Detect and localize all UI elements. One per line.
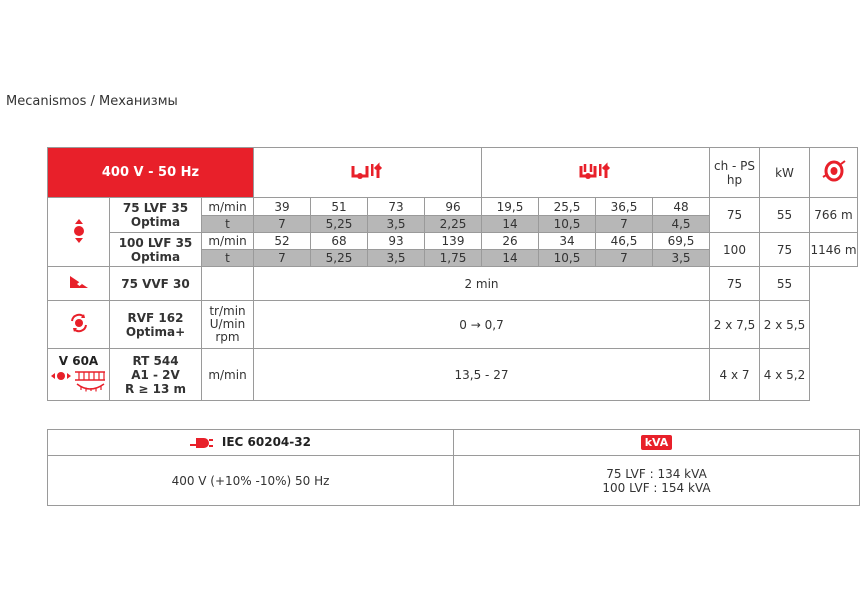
cable-value: 766 m (810, 198, 858, 233)
kw-value: 4 x 5,2 (760, 349, 810, 401)
unit-time: t (202, 250, 254, 267)
speed-cell: 52 (254, 233, 311, 250)
kva-badge: kVA (641, 435, 673, 450)
lift-basic-icon (254, 148, 482, 198)
luffing-icon (48, 267, 110, 301)
lvf35-speed-row (48, 198, 858, 216)
col-chps: ch - PS hp (710, 148, 760, 198)
spec-table (47, 147, 858, 401)
lift-axis-icon (48, 198, 110, 267)
header-row (48, 148, 858, 198)
speed-cell: 68 (311, 233, 368, 250)
speed-cell: 19,5 (482, 198, 539, 216)
kw-value: 2 x 5,5 (760, 301, 810, 349)
speed-cell: 93 (368, 233, 425, 250)
empty-unit (202, 267, 254, 301)
power-label: 400 V - 50 Hz (48, 148, 254, 198)
empty-cell (810, 301, 858, 349)
kw-value: 55 (760, 267, 810, 301)
unit-speed: m/min (202, 349, 254, 401)
chps-value: 2 x 7,5 (710, 301, 760, 349)
time-cell: 1,75 (425, 250, 482, 267)
cable-value: 1146 m (810, 233, 858, 267)
chps-value: 4 x 7 (710, 349, 760, 401)
standard-label: IEC 60204-32 (221, 435, 311, 450)
slewing-icon (48, 301, 110, 349)
speed-cell: 48 (653, 198, 710, 216)
kw-value: 55 (760, 198, 810, 233)
speed-cell: 96 (425, 198, 482, 216)
kw-value: 75 (760, 233, 810, 267)
model-rvf162: RVF 162 Optima+ (110, 301, 202, 349)
time-cell: 4,5 (653, 216, 710, 233)
time-cell: 7 (254, 250, 311, 267)
standard-cell (48, 430, 454, 456)
speed-cell: 51 (311, 198, 368, 216)
time-cell: 3,5 (653, 250, 710, 267)
time-cell: 3,5 (368, 216, 425, 233)
time-cell: 5,25 (311, 216, 368, 233)
time-cell: 2,25 (425, 216, 482, 233)
speed-cell: 69,5 (653, 233, 710, 250)
speed-cell: 39 (254, 198, 311, 216)
vvf-value: 2 min (254, 267, 710, 301)
speed-cell: 73 (368, 198, 425, 216)
col-kw: kW (760, 148, 810, 198)
rt-row (48, 349, 858, 401)
unit-speed: m/min (202, 198, 254, 216)
kva-header-cell (454, 430, 860, 456)
time-cell: 7 (596, 250, 653, 267)
time-cell: 14 (482, 250, 539, 267)
time-cell: 3,5 (368, 250, 425, 267)
speed-cell: 34 (539, 233, 596, 250)
unit-time: t (202, 216, 254, 233)
speed-cell: 46,5 (596, 233, 653, 250)
chps-value: 75 (710, 198, 760, 233)
model-rt544: RT 544 A1 - 2V R ≥ 13 m (110, 349, 202, 401)
model-75-vvf30: 75 VVF 30 (110, 267, 202, 301)
time-cell: 10,5 (539, 250, 596, 267)
rt-value: 13,5 - 27 (254, 349, 710, 401)
empty-cell (810, 349, 858, 401)
chps-value: 100 (710, 233, 760, 267)
speed-cell: 26 (482, 233, 539, 250)
time-cell: 5,25 (311, 250, 368, 267)
lift-gripper-icon (482, 148, 710, 198)
voltage-value: 400 V (+10% -10%) 50 Hz (48, 456, 454, 506)
section-title: Mecanismos / Механизмы (6, 94, 178, 109)
time-cell: 10,5 (539, 216, 596, 233)
speed-cell: 25,5 (539, 198, 596, 216)
power-header-row (48, 430, 860, 456)
cable-reel-icon (810, 148, 858, 198)
speed-cell: 139 (425, 233, 482, 250)
kva-line: 75 LVF : 134 kVA (606, 466, 707, 481)
lvf35b-speed-row (48, 233, 858, 250)
rvf-row (48, 301, 858, 349)
power-values-row (48, 456, 860, 506)
model-100-lvf35: 100 LVF 35 Optima (110, 233, 202, 267)
travel-label: V 60A (58, 354, 99, 368)
kva-line: 100 LVF : 154 kVA (602, 480, 711, 495)
vvf-row (48, 267, 858, 301)
time-cell: 7 (596, 216, 653, 233)
empty-cell (810, 267, 858, 301)
time-cell: 7 (254, 216, 311, 233)
rvf-value: 0 → 0,7 (254, 301, 710, 349)
chps-value: 75 (710, 267, 760, 301)
model-75-lvf35: 75 LVF 35 Optima (110, 198, 202, 233)
kva-values (454, 456, 860, 506)
time-cell: 14 (482, 216, 539, 233)
unit-speed: m/min (202, 233, 254, 250)
speed-cell: 36,5 (596, 198, 653, 216)
plug-icon (190, 436, 214, 450)
power-table (47, 429, 860, 506)
travel-icon-cell (48, 349, 110, 401)
unit-rpm: tr/min U/min rpm (202, 301, 254, 349)
travel-icon (50, 368, 108, 392)
